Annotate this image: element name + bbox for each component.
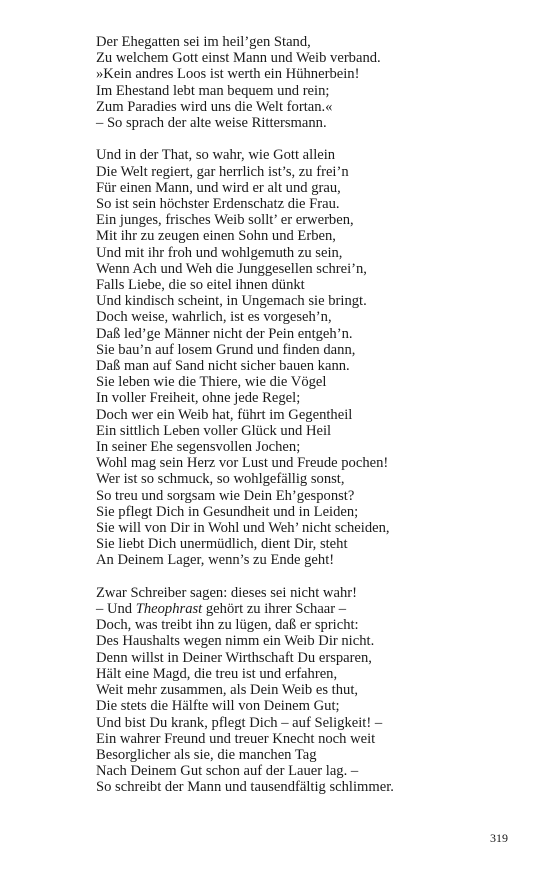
verse-line: Hält eine Magd, die treu ist und erfahren, (96, 665, 338, 682)
verse-line: Sie pflegt Dich in Gesundheit und in Leiden; (96, 503, 359, 520)
verse-line: Zum Paradies wird uns die Welt fortan.« (96, 98, 333, 115)
verse-line: Doch, was treibt ihn zu lügen, daß er spricht: (96, 617, 359, 634)
verse-line: Mit ihr zu zeugen einen Sohn und Erben, (96, 228, 336, 245)
verse-line: Der Ehegatten sei im heil’gen Stand, (96, 34, 311, 50)
verse-line: Nach Deinem Gut schon auf der Lauer lag. – (96, 763, 359, 780)
verse-line: Und mit ihr froh und wohlgemuth zu sein, (96, 244, 343, 261)
verse-line: So schreibt der Mann und tausendfältig schlimmer. (96, 779, 394, 796)
verse-line: Zwar Schreiber sagen: dieses sei nicht wahr! (96, 584, 357, 601)
stanza-2 (96, 147, 516, 568)
verse-line: Zu welchem Gott einst Mann und Weib verband. (96, 50, 381, 67)
verse-line: Doch wer ein Weib hat, führt im Gegentheil (96, 406, 353, 423)
verse-line: Ein wahrer Freund und treuer Knecht noch weit (96, 730, 376, 747)
verse-line: – So sprach der alte weise Rittersmann. (96, 115, 327, 132)
verse-line: Daß led’ge Männer nicht der Pein entgeh’n. (96, 325, 353, 342)
verse-line: Besorglicher als sie, die manchen Tag (96, 746, 317, 763)
stanza-3 (96, 585, 516, 796)
verse-line: Ein sittlich Leben voller Glück und Heil (96, 422, 332, 439)
verse-line: Wohl mag sein Herz vor Lust und Freude pochen! (96, 455, 389, 472)
verse-line: Weit mehr zusammen, als Dein Weib es thut, (96, 682, 359, 699)
verse-line: Und bist Du krank, pflegt Dich – auf Seligkeit! – (96, 714, 383, 731)
verse-line: Falls Liebe, die so eitel ihnen dünkt (96, 277, 305, 294)
verse-line: Die stets die Hälfte will von Deinem Gut; (96, 698, 340, 715)
verse-line: Denn willst in Deiner Wirthschaft Du ersparen, (96, 649, 372, 666)
verse-line: Sie liebt Dich unermüdlich, dient Dir, steht (96, 536, 348, 553)
verse-line: So ist sein höchster Erdenschatz die Frau. (96, 196, 340, 213)
verse-line: Und kindisch scheint, in Ungemach sie bringt. (96, 293, 367, 310)
verse-line: Im Ehestand lebt man bequem und rein; (96, 82, 330, 99)
verse-line: Sie will von Dir in Wohl und Weh’ nicht scheiden, (96, 520, 390, 537)
verse-line: Und in der That, so wahr, wie Gott allein (96, 147, 336, 164)
verse-line-with-italic: – Und Theophrast gehört zu ihrer Schaar – (96, 601, 347, 618)
verse-line: An Deinem Lager, wenn’s zu Ende geht! (96, 552, 335, 569)
verse-line: Des Haushalts wegen nimm ein Weib Dir nicht. (96, 633, 375, 650)
verse-line: »Kein andres Loos ist werth ein Hühnerbein! (96, 66, 360, 83)
verse-line: Sie bau’n auf losem Grund und finden dann, (96, 341, 356, 358)
italic-name: Theophrast (135, 601, 203, 618)
verse-line: Doch weise, wahrlich, ist es vorgeseh’n, (96, 309, 332, 326)
verse-line: Wer ist so schmuck, so wohlgefällig sonst, (96, 471, 345, 488)
verse-line: So treu und sorgsam wie Dein Eh’gesponst? (96, 487, 355, 504)
verse-line: Ein junges, frisches Weib sollt’ er erwerben, (96, 212, 354, 229)
page-number: 319 (490, 831, 508, 845)
verse-line: In seiner Ehe segensvollen Jochen; (96, 439, 301, 456)
verse-line: Sie leben wie die Thiere, wie die Vögel (96, 374, 327, 391)
poem-text (96, 34, 516, 796)
verse-line: Die Welt regiert, gar herrlich ist’s, zu frei’n (96, 163, 349, 180)
stanza-1 (96, 34, 516, 131)
verse-line: Für einen Mann, und wird er alt und grau, (96, 179, 341, 196)
verse-line: Daß man auf Sand nicht sicher bauen kann. (96, 358, 350, 375)
verse-line: Wenn Ach und Weh die Junggesellen schrei’n, (96, 260, 367, 277)
verse-line: In voller Freiheit, ohne jede Regel; (96, 390, 301, 407)
